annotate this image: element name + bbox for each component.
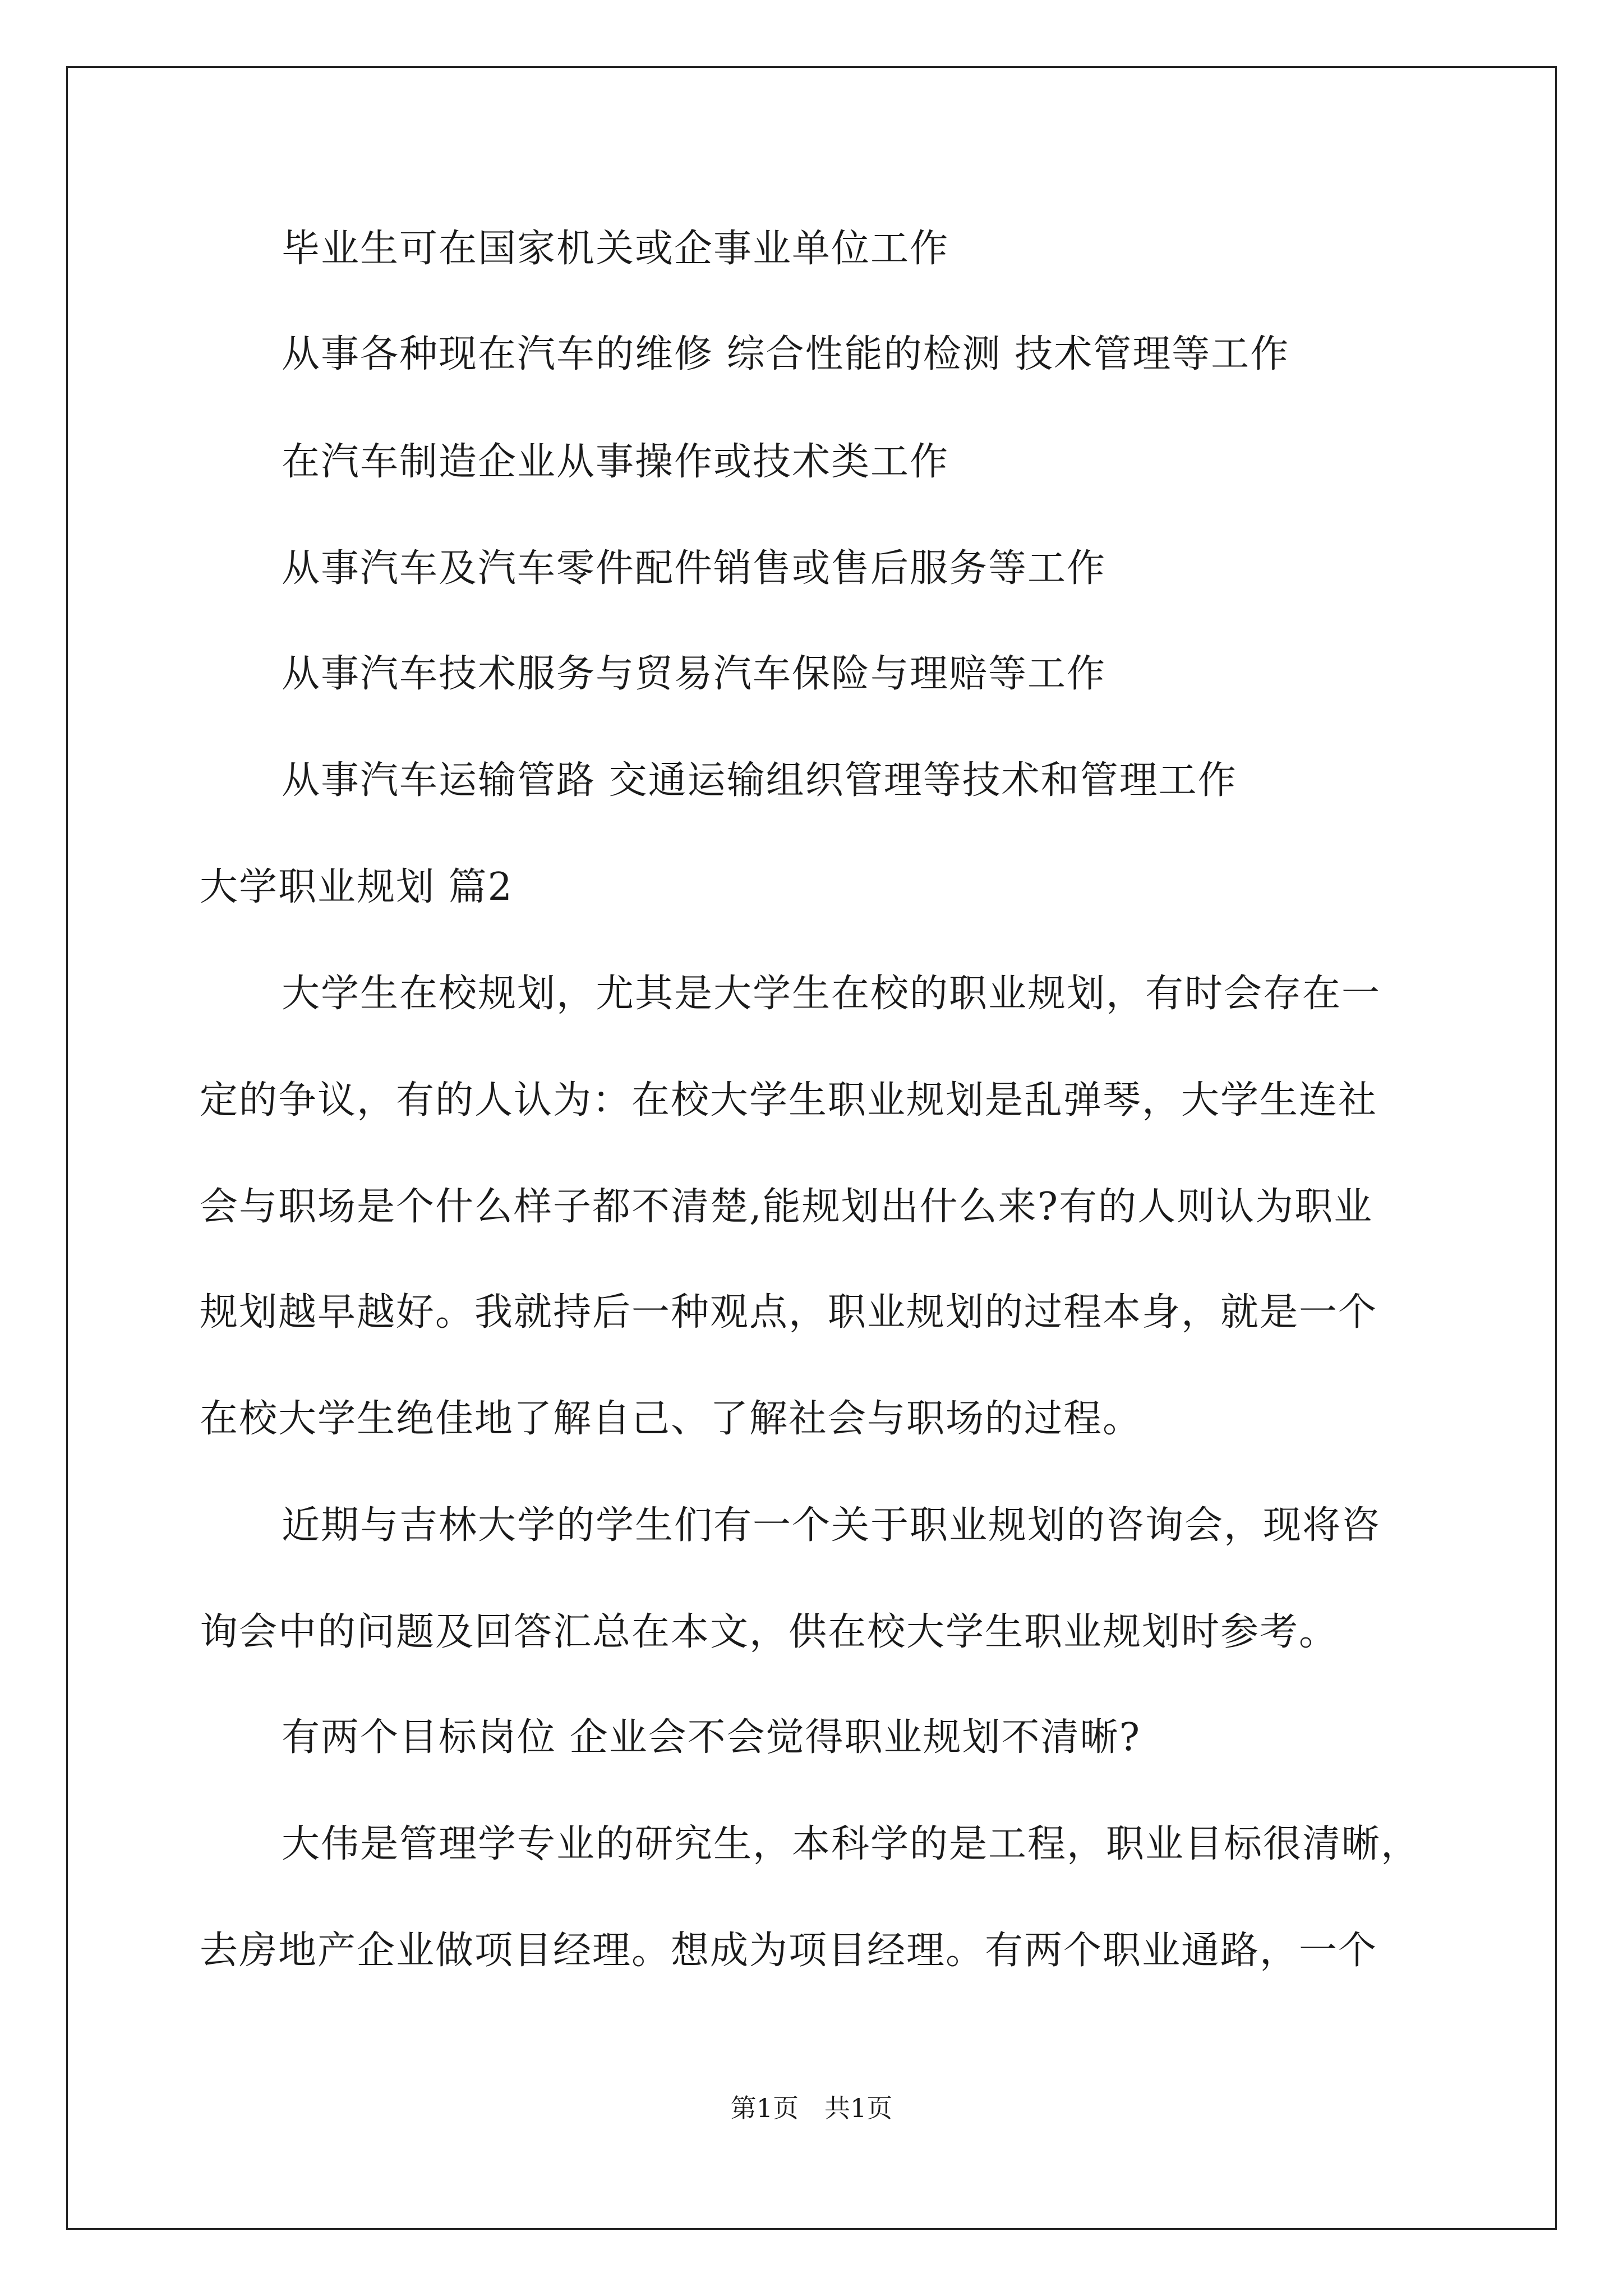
paragraph-line: 从事汽车运输管路 交通运输组织管理等技术和管理工作 <box>282 758 1237 803</box>
paragraph-line: 从事各种现在汽车的维修 综合性能的检测 技术管理等工作 <box>282 332 1290 376</box>
paragraph-line: 去房地产企业做项目经理。想成为项目经理。有两个职业通路，一个 <box>200 1929 1378 1973</box>
page-border <box>66 66 1557 2230</box>
paragraph-line: 定的争议，有的人认为：在校大学生职业规划是乱弹琴，大学生连社 <box>200 1078 1378 1122</box>
paragraph-line: 大学生在校规划，尤其是大学生在校的职业规划，有时会存在一 <box>282 972 1381 1016</box>
paragraph-line: 在校大学生绝佳地了解自己、了解社会与职场的过程。 <box>200 1397 1142 1441</box>
paragraph-line: 从事汽车及汽车零件配件销售或售后服务等工作 <box>282 546 1106 591</box>
page-number: 第1页 共1页 <box>730 2093 893 2123</box>
paragraph-line: 规划越早越好。我就持后一种观点，职业规划的过程本身，就是一个 <box>200 1290 1378 1335</box>
paragraph-line: 近期与吉林大学的学生们有一个关于职业规划的咨询会，现将咨 <box>282 1503 1381 1548</box>
paragraph-line: 会与职场是个什么样子都不清楚,能规划出什么来?有的人则认为职业 <box>200 1185 1373 1229</box>
paragraph-line: 询会中的问题及回答汇总在本文，供在校大学生职业规划时参考。 <box>200 1610 1339 1654</box>
section-heading: 大学职业规划 篇2 <box>200 865 513 909</box>
paragraph-line: 大伟是管理学专业的研究生，本科学的是工程，职业目标很清晰， <box>282 1822 1421 1866</box>
paragraph-line: 在汽车制造企业从事操作或技术类工作 <box>282 440 949 484</box>
paragraph-line: 毕业生可在国家机关或企事业单位工作 <box>282 227 949 271</box>
paragraph-line: 从事汽车技术服务与贸易汽车保险与理赔等工作 <box>282 652 1106 696</box>
paragraph-line: 有两个目标岗位 企业会不会觉得职业规划不清晰? <box>282 1715 1141 1760</box>
